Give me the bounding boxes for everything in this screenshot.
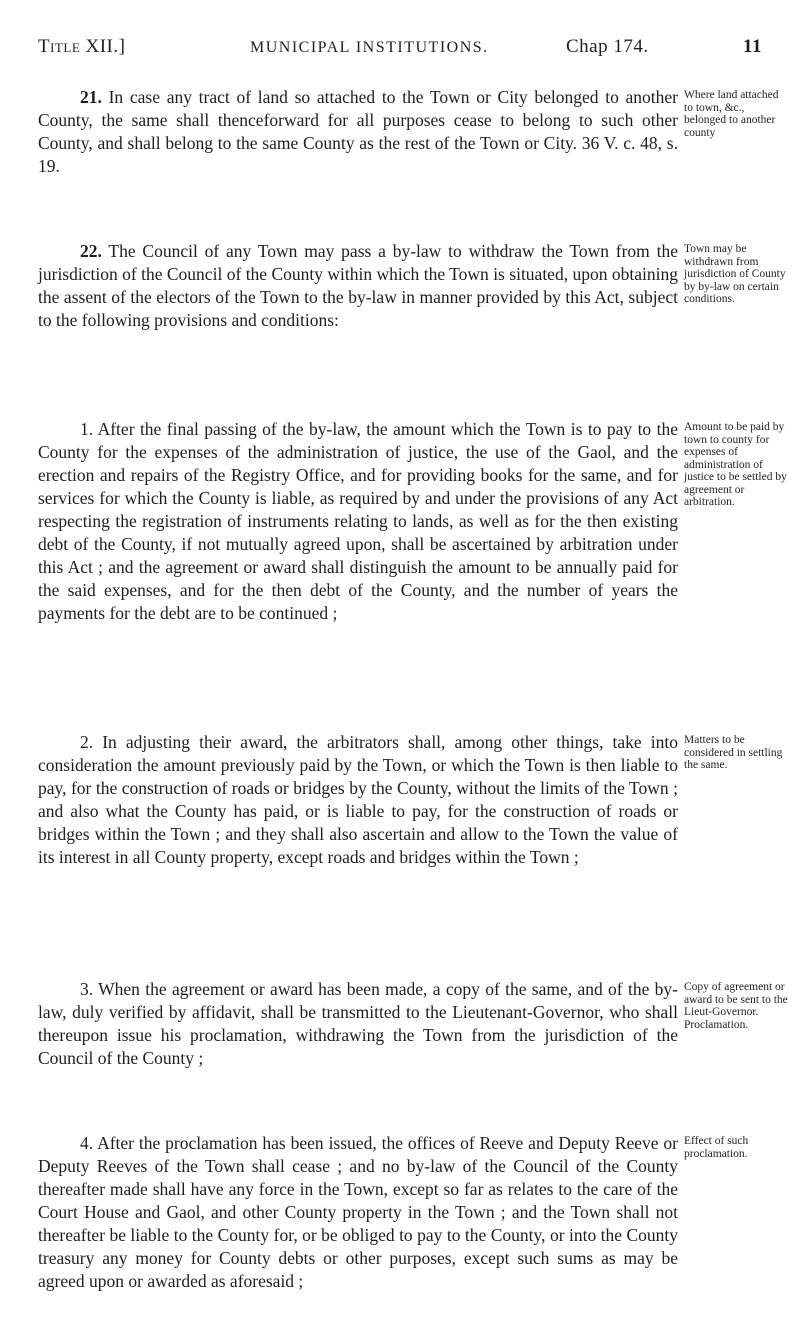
marginal-note: Matters to be considered in settling the same. (684, 734, 783, 771)
header-title: Title XII.] (38, 36, 126, 57)
header-subject: MUNICIPAL INSTITUTIONS. (250, 39, 489, 56)
marginal-note: Copy of agreement or award to be sent to the Lieut-Governor. Proclamation. (684, 981, 788, 1031)
subsection-number: 4. (80, 1133, 94, 1153)
section-number: 22. (80, 241, 102, 261)
page-number: 11 (743, 36, 762, 57)
subsection-number: 3. (80, 979, 94, 999)
subsection-text: After the final passing of the by-law, the amount which the Town is to pay to the County for the expenses of the administration of justice, the use of the Gaol, and the erection and repairs of the Registry Office, and for providing books for the same, and for services for which the County is liable, as required by and under the provisions of any Act respecting the registration of instruments relating to lands, as well as for the then existing debt of the County, if not mutually agreed upon, shall be ascertained by arbitration under this Act ; and the agreement or award shall distinguish the amount to be annually paid for the said expenses, and for the then debt of the County, and the number of years the payments for the debt are to be continued ; (38, 419, 678, 623)
marginal-note: Effect of such proclamation. (684, 1135, 749, 1160)
marginal-note: Where land attached to town, &c., belonged to another county (684, 89, 779, 139)
section-22 (38, 240, 678, 332)
subsection-3 (38, 978, 678, 1070)
subsection-1 (38, 418, 678, 625)
subsection-4 (38, 1132, 678, 1293)
subsection-number: 2. (80, 732, 94, 752)
header-chapter: Chap 174. (566, 36, 649, 57)
running-header (38, 36, 762, 68)
subsection-2 (38, 731, 678, 869)
subsection-text: When the agreement or award has been made, a copy of the same, and of the by-law, duly verified by affidavit, shall be transmitted to the Lieutenant-Governor, who shall thereupon issue his proclamation, withdrawing the Town from the jurisdiction of the Council of the County ; (38, 979, 678, 1068)
section-21 (38, 86, 678, 178)
subsection-text: After the proclamation has been issued, the offices of Reeve and Deputy Reeve or Deputy Reeves of the Town shall cease ; and no by-law of the Council of the County thereafter made shall have any force in the Town, except so far as relates to the care of the Court House and Gaol, and other County property in the Town ; and the Town shall not thereafter be liable to the County for, or be obliged to pay to the County, or into the County treasury any money for County debts or other purposes, except such sums as may be agreed upon or awarded as aforesaid ; (38, 1133, 678, 1291)
marginal-note: Town may be withdrawn from jurisdiction of County by by-law on certain conditions. (684, 243, 786, 305)
section-text: In case any tract of land so attached to the Town or City belonged to another County, the same shall thenceforward for all purposes cease to belong to such other County, and shall belong to the same County as the rest of the Town or City. 36 V. c. 48, s. 19. (38, 87, 679, 176)
section-number: 21. (80, 87, 102, 107)
subsection-number: 1. (80, 419, 94, 439)
marginal-note: Amount to be paid by town to county for expenses of administration of justice to be settled by agreement or arbitration. (684, 421, 787, 508)
section-text: The Council of any Town may pass a by-law to withdraw the Town from the jurisdiction of the Council of the County within which the Town is situated, upon obtaining the assent of the electors of the Town to the by-law in manner provided by this Act, subject to the following provisions and conditions: (38, 241, 678, 330)
subsection-text: In adjusting their award, the arbitrators shall, among other things, take into consideration the amount previously paid by the Town, or which the Town is then liable to pay, for the construction of roads or bridges by the County, without the limits of the Town ; and also what the County has paid, or is liable to pay, for the construction of roads or bridges within the Town ; and they shall also ascertain and allow to the Town the value of its interest in all County property, except roads and bridges within the Town ; (38, 732, 678, 867)
